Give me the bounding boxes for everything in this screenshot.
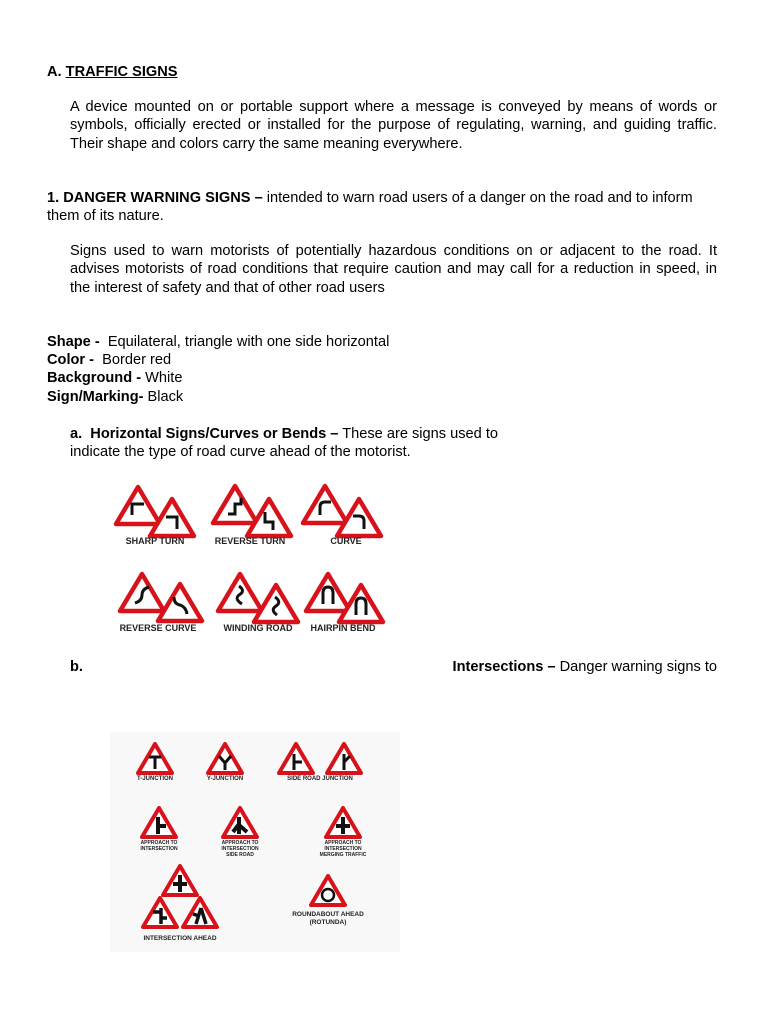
property-value: Black xyxy=(147,389,184,405)
property-label: Shape - xyxy=(47,334,100,350)
subsection-a xyxy=(70,425,590,443)
caption-approach2-l1: APPROACH TO xyxy=(221,840,259,846)
property-shape xyxy=(47,333,389,351)
caption-approach2-l3: SIDE ROAD xyxy=(226,852,254,858)
subsection-b-prefix: b. xyxy=(70,659,83,675)
curve-sign xyxy=(303,486,381,536)
caption-approach1-l2: INTERSECTION xyxy=(140,846,178,852)
property-label: Background - xyxy=(47,370,142,386)
curves-signs-figure xyxy=(110,480,400,640)
section1-text: intended to warn road users of a danger on the road and to inform them of its nature. xyxy=(47,190,693,225)
caption-sharp-turn: SHARP TURN xyxy=(125,536,185,546)
caption-curve: CURVE xyxy=(330,536,362,546)
property-value: Border red xyxy=(102,352,172,368)
property-label: Sign/Marking- xyxy=(47,389,144,405)
caption-intersection-ahead: INTERSECTION AHEAD xyxy=(143,935,217,942)
heading-title: TRAFFIC SIGNS xyxy=(65,64,178,80)
caption-roundabout-l2: (ROTUNDA) xyxy=(309,919,347,926)
caption-approach3-l3: MERGING TRAFFIC xyxy=(319,852,367,858)
caption-approach3-l2: INTERSECTION xyxy=(324,846,362,852)
caption-approach1-l1: APPROACH TO xyxy=(140,840,178,846)
caption-roundabout-l1: ROUNDABOUT AHEAD xyxy=(292,911,364,918)
caption-side-road-junction: SIDE ROAD JUNCTION xyxy=(287,776,353,782)
property-value: White xyxy=(145,370,183,386)
property-color xyxy=(47,351,171,369)
sharp-turn-sign xyxy=(116,487,194,536)
subsection-a-title: Horizontal Signs/Curves or Bends – xyxy=(90,426,339,442)
property-value: Equilateral, triangle with one side horizontal xyxy=(107,334,390,350)
reverse-turn-sign xyxy=(213,486,291,536)
caption-y-junction: Y-JUNCTION xyxy=(206,776,244,782)
heading-prefix: A. xyxy=(47,64,66,80)
section1-intro xyxy=(47,189,717,226)
intro-paragraph: A device mounted on or portable support where a message is conveyed by means of words or symbols, officially erected or installed for the purpose of regulating, warning, and guiding traffic. Their shape and colors carry the same meaning everywhere. xyxy=(70,99,717,152)
property-label: Color - xyxy=(47,352,95,368)
section1-paragraph: Signs used to warn motorists of potentially hazardous conditions on or adjacent to the road. It advises motorists of road conditions that require caution and may call for a reduction in speed, in the interest of safety and that of other road users xyxy=(70,243,717,296)
section-heading xyxy=(47,63,178,81)
reverse-curve-sign xyxy=(120,574,202,621)
caption-hairpin-bend: HAIRPIN BEND xyxy=(310,623,376,633)
property-sign-marking xyxy=(47,388,183,406)
caption-approach2-l2: INTERSECTION xyxy=(221,846,259,852)
caption-t-junction: T-JUNCTION xyxy=(137,776,173,782)
caption-reverse-curve: REVERSE CURVE xyxy=(119,623,197,633)
section1-title: 1. DANGER WARNING SIGNS – xyxy=(47,190,263,206)
intersection-signs-figure xyxy=(110,732,400,952)
subsection-a-prefix: a. xyxy=(70,426,83,442)
caption-reverse-turn: REVERSE TURN xyxy=(214,536,286,546)
winding-road-sign xyxy=(218,574,298,622)
hairpin-bend-sign xyxy=(306,574,383,622)
subsection-a-line2: indicate the type of road curve ahead of the motorist. xyxy=(70,444,411,460)
property-background xyxy=(47,369,182,387)
subsection-a-text: These are signs used to xyxy=(338,426,498,442)
subsection-b-title: Intersections – xyxy=(452,659,556,675)
caption-approach3-l1: APPROACH TO xyxy=(324,840,362,846)
subsection-b-desc: Danger warning signs to xyxy=(555,659,717,675)
subsection-b-text xyxy=(420,658,717,676)
caption-winding-road: WINDING ROAD xyxy=(223,623,293,633)
